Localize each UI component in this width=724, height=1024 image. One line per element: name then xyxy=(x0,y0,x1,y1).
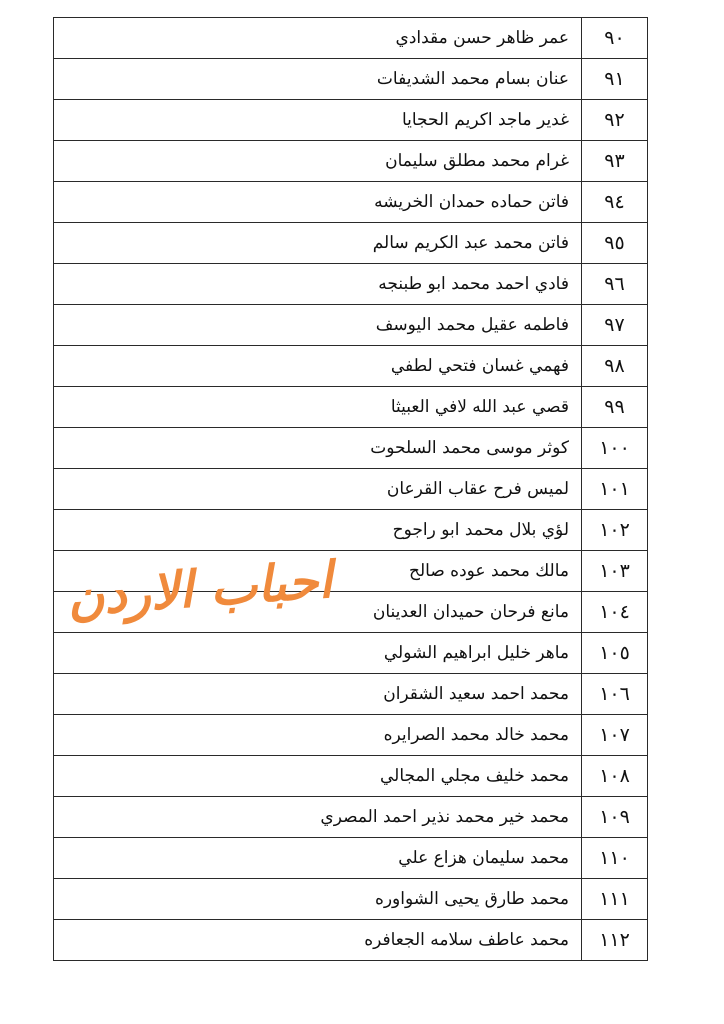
row-number: ١٠٣ xyxy=(582,551,648,592)
table-row xyxy=(54,551,648,592)
table-row xyxy=(54,592,648,633)
row-name: محمد خير محمد نذير احمد المصري xyxy=(54,797,582,838)
row-number: ١١٠ xyxy=(582,838,648,879)
row-name: محمد خليف مجلي المجالي xyxy=(54,756,582,797)
row-name: عمر ظاهر حسن مقدادي xyxy=(54,18,582,59)
table-row xyxy=(54,305,648,346)
table-row xyxy=(54,141,648,182)
table-row xyxy=(54,59,648,100)
row-number: ٩٧ xyxy=(582,305,648,346)
row-number: ١٠٩ xyxy=(582,797,648,838)
row-name: عنان بسام محمد الشديفات xyxy=(54,59,582,100)
table-row xyxy=(54,182,648,223)
row-number: ١١١ xyxy=(582,879,648,920)
row-number: ١٠٤ xyxy=(582,592,648,633)
table-row xyxy=(54,469,648,510)
row-number: ٩٢ xyxy=(582,100,648,141)
row-number: ٩١ xyxy=(582,59,648,100)
row-number: ٩٦ xyxy=(582,264,648,305)
table-row xyxy=(54,879,648,920)
row-number: ٩٤ xyxy=(582,182,648,223)
names-table xyxy=(53,17,648,961)
row-number: ٩٩ xyxy=(582,387,648,428)
row-name: ماهر خليل ابراهيم الشولي xyxy=(54,633,582,674)
row-name: فادي احمد محمد ابو طبنجه xyxy=(54,264,582,305)
row-name: محمد احمد سعيد الشقران xyxy=(54,674,582,715)
row-number: ١٠٢ xyxy=(582,510,648,551)
table-row xyxy=(54,633,648,674)
row-number: ١٠١ xyxy=(582,469,648,510)
row-name: لميس فرح عقاب القرعان xyxy=(54,469,582,510)
row-number: ٩٥ xyxy=(582,223,648,264)
table-row xyxy=(54,346,648,387)
row-name: قصي عبد الله لافي العبيثا xyxy=(54,387,582,428)
row-name: محمد سليمان هزاع علي xyxy=(54,838,582,879)
row-number: ١٠٥ xyxy=(582,633,648,674)
table-row xyxy=(54,797,648,838)
table-row xyxy=(54,756,648,797)
row-name: غرام محمد مطلق سليمان xyxy=(54,141,582,182)
row-name: فاتن محمد عبد الكريم سالم xyxy=(54,223,582,264)
row-name: مانع فرحان حميدان العدينان xyxy=(54,592,582,633)
row-number: ١٠٧ xyxy=(582,715,648,756)
row-number: ١٠٨ xyxy=(582,756,648,797)
row-name: كوثر موسى محمد السلحوت xyxy=(54,428,582,469)
row-number: ١٠٦ xyxy=(582,674,648,715)
row-number: ١١٢ xyxy=(582,920,648,961)
table-row xyxy=(54,920,648,961)
row-number: ٩٨ xyxy=(582,346,648,387)
table-row xyxy=(54,674,648,715)
table-row xyxy=(54,100,648,141)
table-row xyxy=(54,387,648,428)
row-number: ١٠٠ xyxy=(582,428,648,469)
row-name: لؤي بلال محمد ابو راجوح xyxy=(54,510,582,551)
row-name: محمد خالد محمد الصرايره xyxy=(54,715,582,756)
table-row xyxy=(54,838,648,879)
table-row xyxy=(54,18,648,59)
names-table-body xyxy=(54,18,648,961)
row-name: فهمي غسان فتحي لطفي xyxy=(54,346,582,387)
row-name: غدير ماجد اكريم الحجايا xyxy=(54,100,582,141)
watermark-text: احباب الاردن xyxy=(65,550,334,628)
table-row xyxy=(54,428,648,469)
table-row xyxy=(54,715,648,756)
row-name: مالك محمد عوده صالح xyxy=(54,551,582,592)
row-name: فاتن حماده حمدان الخريشه xyxy=(54,182,582,223)
row-number: ٩٠ xyxy=(582,18,648,59)
row-name: فاطمه عقيل محمد اليوسف xyxy=(54,305,582,346)
row-name: محمد طارق يحيى الشواوره xyxy=(54,879,582,920)
table-row xyxy=(54,510,648,551)
table-row xyxy=(54,264,648,305)
names-list-sheet xyxy=(53,17,648,961)
row-name: محمد عاطف سلامه الجعافره xyxy=(54,920,582,961)
row-number: ٩٣ xyxy=(582,141,648,182)
table-row xyxy=(54,223,648,264)
